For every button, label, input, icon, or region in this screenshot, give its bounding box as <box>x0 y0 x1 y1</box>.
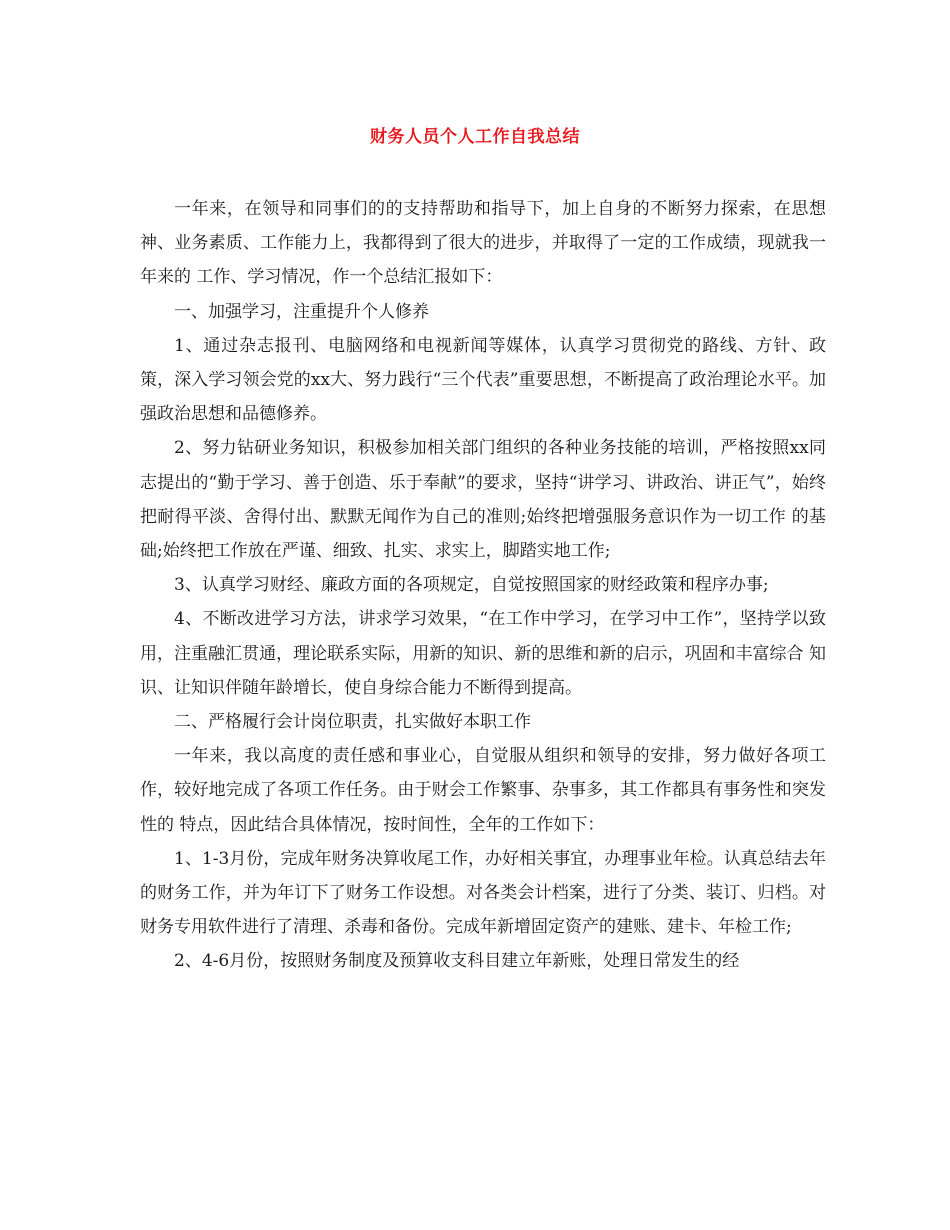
paragraph-item-3: 3、认真学习财经、廉政方面的各项规定，自觉按照国家的财经政策和程序办事; <box>174 575 769 596</box>
document-body <box>140 192 826 979</box>
paragraph-item-4: 4、不断改进学习方法，讲求学习效果，“在工作中学习，在学习中工作”，坚持学以致用，注重融汇贯通，理论联系实际，用新的知识、新的思维和新的启示，巩固和丰富综合 知识、让知识伴随年龄增长，使自身综合能力不断得到提高。 <box>140 609 826 698</box>
paragraph-q2: 2、4-6月份，按照财务制度及预算收支科目建立年新账，处理日常发生的经 <box>174 951 740 972</box>
paragraph-intro: 一年来，在领导和同事们的的支持帮助和指导下，加上自身的不断努力探索，在思想神、业务素质、工作能力上，我都得到了很大的进步，并取得了一定的工作成绩，现就我一年来的 工作、学习情况，作一个总结汇报如下： <box>140 199 826 288</box>
document-title: 财务人员个人工作自我总结 <box>370 127 580 147</box>
section-heading-2: 二、严格履行会计岗位职责，扎实做好本职工作 <box>174 712 531 733</box>
paragraph-section-2-intro: 一年来，我以高度的责任感和事业心，自觉服从组织和领导的安排，努力做好各项工作，较好地完成了各项工作任务。由于财会工作繁事、杂事多，其工作都具有事务性和突发性的 特点，因此结合具体情况，按时间性，全年的工作如下： <box>140 746 826 835</box>
paragraph-q1: 1、1-3月份，完成年财务决算收尾工作，办好相关事宜，办理事业年检。认真总结去年的财务工作，并为年订下了财务工作设想。对各类会计档案，进行了分类、装订、归档。对财务专用软件进行了清理、杀毒和备份。完成年新增固定资产的建账、建卡、年检工作; <box>140 848 826 938</box>
paragraph-item-1: 1、通过杂志报刊、电脑网络和电视新闻等媒体，认真学习贯彻党的路线、方针、政策，深入学习领会党的xx大、努力践行“三个代表”重要思想，不断提高了政治理论水平。加强政治思想和品德修养。 <box>140 335 826 425</box>
paragraph-item-2: 2、努力钻研业务知识，积极参加相关部门组织的各种业务技能的培训，严格按照xx同志提出的“勤于学习、善于创造、乐于奉献”的要求，坚持“讲学习、讲政治、讲正气”，始终把耐得平淡、舍得付出、默默无闻作为自己的准则;始终把增强服务意识作为一切工作 的基础;始终把工作放在严谨、细致、扎实、求实上，脚踏实地工作; <box>140 438 826 562</box>
section-heading-1: 一、加强学习，注重提升个人修养 <box>174 301 429 322</box>
